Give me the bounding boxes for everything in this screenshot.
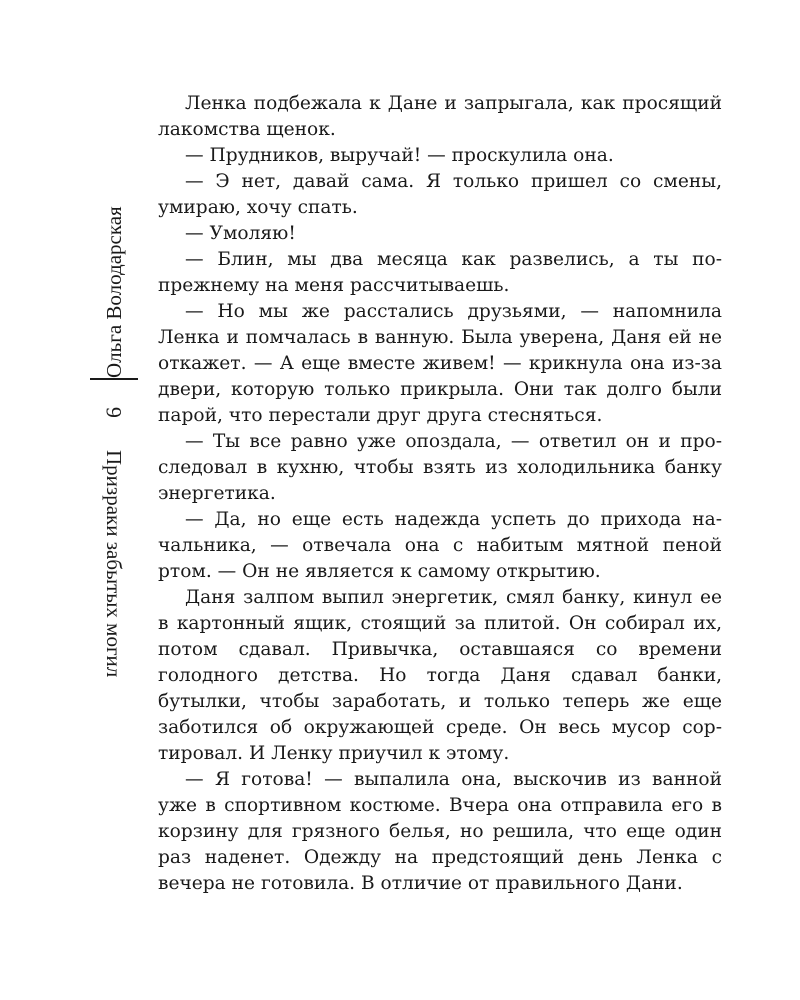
paragraph: — Да, но еще есть надежда успеть до прихода начальника, — отвечала она с набитым мятной пеной ртом. — Он не является к самому открытию.: [158, 509, 722, 582]
running-header: [70, 160, 160, 730]
paragraph: — Я готова! — выпалила она, выскочив из ванной уже в спортивном костюме. Вчера она отправила его в корзину для грязного белья, но решила, что еще один раз наденет. Одежду на предстоящий день Ленка с вечера не готовила. В отличие от правильного Дани.: [158, 769, 722, 894]
paragraph: — Прудников, выручай! — проскулила она.: [185, 145, 614, 166]
header-divider: [90, 378, 138, 380]
paragraph: Ленка подбежала к Дане и запрыгала, как просящий лакомства щенок.: [158, 93, 722, 140]
paragraph: — Ты все равно уже опоздала, — ответил он и проследовал в кухню, чтобы взять из холодильника банку энергетика.: [158, 431, 722, 504]
paragraph: Даня залпом выпил энергетик, смял банку, кинул ее в картонный ящик, стоящий за плитой. Он собирал их, потом сдавал. Привычка, оставшаяся со времени голодного детства. Но тогда Даня сдавал банки, бутылки, чтобы заработать, и только теперь же еще заботился об окружающей среде. Он весь мусор сортировал. И Ленку приучил к этому.: [158, 587, 722, 764]
paragraph: — Блин, мы два месяца как развелись, а ты попрежнему на меня рассчитываешь.: [158, 249, 722, 296]
paragraph: — Э нет, давай сама. Я только пришел со смены, умираю, хочу спать.: [158, 171, 722, 218]
paragraph: — Умоляю!: [185, 223, 296, 244]
author-name: Ольга Володарская: [102, 206, 126, 378]
page-number: 6: [101, 407, 126, 419]
body-text: [158, 91, 722, 897]
paragraph: — Но мы же расстались друзьями, — напомнила Ленка и помчалась в ванную. Была уверена, Даня ей не откажет. — А еще вместе живем! — крикнула она из-за двери, которую только прикрыла. Они так долго были парой, что перестали друг друга стесняться.: [158, 301, 722, 426]
book-title: Призраки забытых могил: [102, 450, 126, 678]
